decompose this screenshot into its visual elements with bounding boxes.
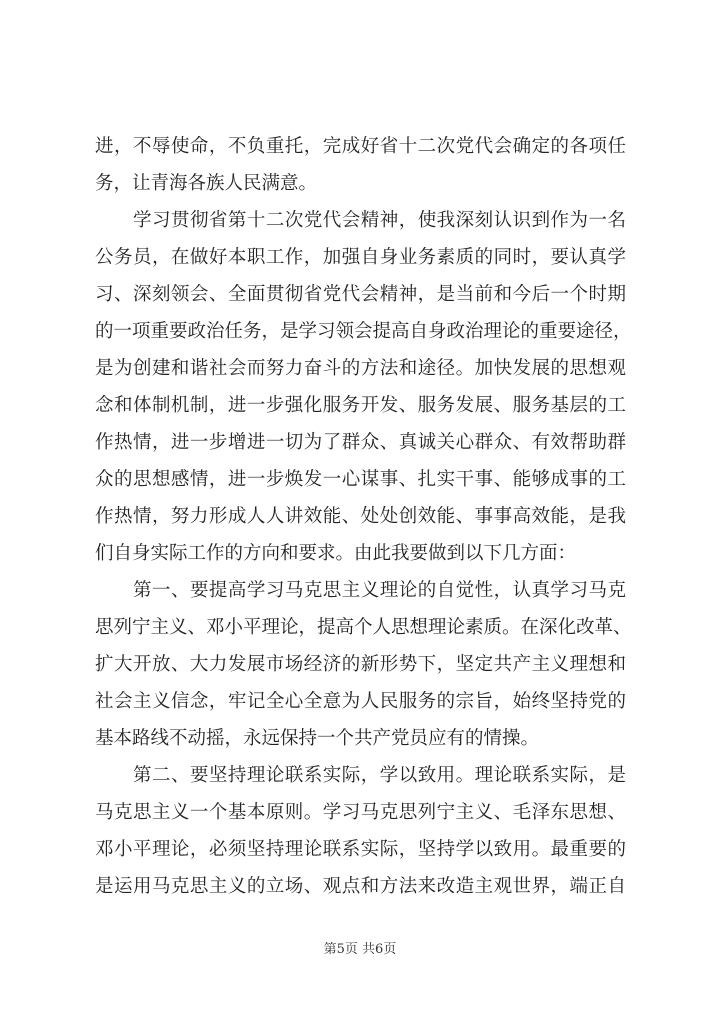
text-line: 社会主义信念，牢记全心全意为人民服务的宗旨，始终坚持党的 — [95, 691, 626, 712]
text-line: 的一项重要政治任务，是学习领会提高自身政治理论的重要途径， — [95, 321, 632, 342]
text-line: 学习贯彻省第十二次党代会精神，使我深刻认识到作为一名 — [133, 210, 626, 231]
text-line: 基本路线不动摇，永远保持一个共产党员应有的情操。 — [95, 728, 540, 749]
text-line: 作热情，努力形成人人讲效能、处处创效能、事事高效能，是我 — [95, 506, 626, 527]
text-line: 是为创建和谐社会而努力奋斗的方法和途径。加快发展的思想观 — [95, 358, 626, 379]
page-footer: 第5页 共6页 — [323, 942, 397, 957]
text-line: 念和体制机制，进一步强化服务开发、服务发展、服务基层的工 — [95, 395, 626, 416]
text-line: 马克思主义一个基本原则。学习马克思列宁主义、毛泽东思想、 — [95, 802, 626, 823]
text-line: 众的思想感情，进一步焕发一心谋事、扎实干事、能够成事的工 — [95, 469, 626, 490]
text-line: 公务员，在做好本职工作，加强自身业务素质的同时，要认真学 — [95, 247, 626, 268]
text-line: 习、深刻领会、全面贯彻省党代会精神，是当前和今后一个时期 — [95, 284, 626, 305]
text-line: 第一、要提高学习马克思主义理论的自觉性，认真学习马克 — [133, 580, 626, 601]
text-line: 邓小平理论，必须坚持理论联系实际，坚持学以致用。最重要的 — [95, 839, 626, 860]
text-line: 作热情，进一步增进一切为了群众、真诚关心群众、有效帮助群 — [95, 432, 626, 453]
text-line: 扩大开放、大力发展市场经济的新形势下，坚定共产主义理想和 — [95, 654, 626, 675]
text-line: 进，不辱使命，不负重托，完成好省十二次党代会确定的各项任 — [95, 136, 626, 157]
text-line: 是运用马克思主义的立场、观点和方法来改造主观世界，端正自 — [95, 876, 626, 897]
text-line: 第二、要坚持理论联系实际，学以致用。理论联系实际，是 — [133, 765, 626, 786]
document-body — [95, 128, 632, 905]
text-line: 思列宁主义、邓小平理论，提高个人思想理论素质。在深化改革、 — [95, 617, 632, 638]
text-line: 们自身实际工作的方向和要求。由此我要做到以下几方面： — [95, 543, 577, 564]
text-line: 务，让青海各族人民满意。 — [95, 173, 318, 194]
